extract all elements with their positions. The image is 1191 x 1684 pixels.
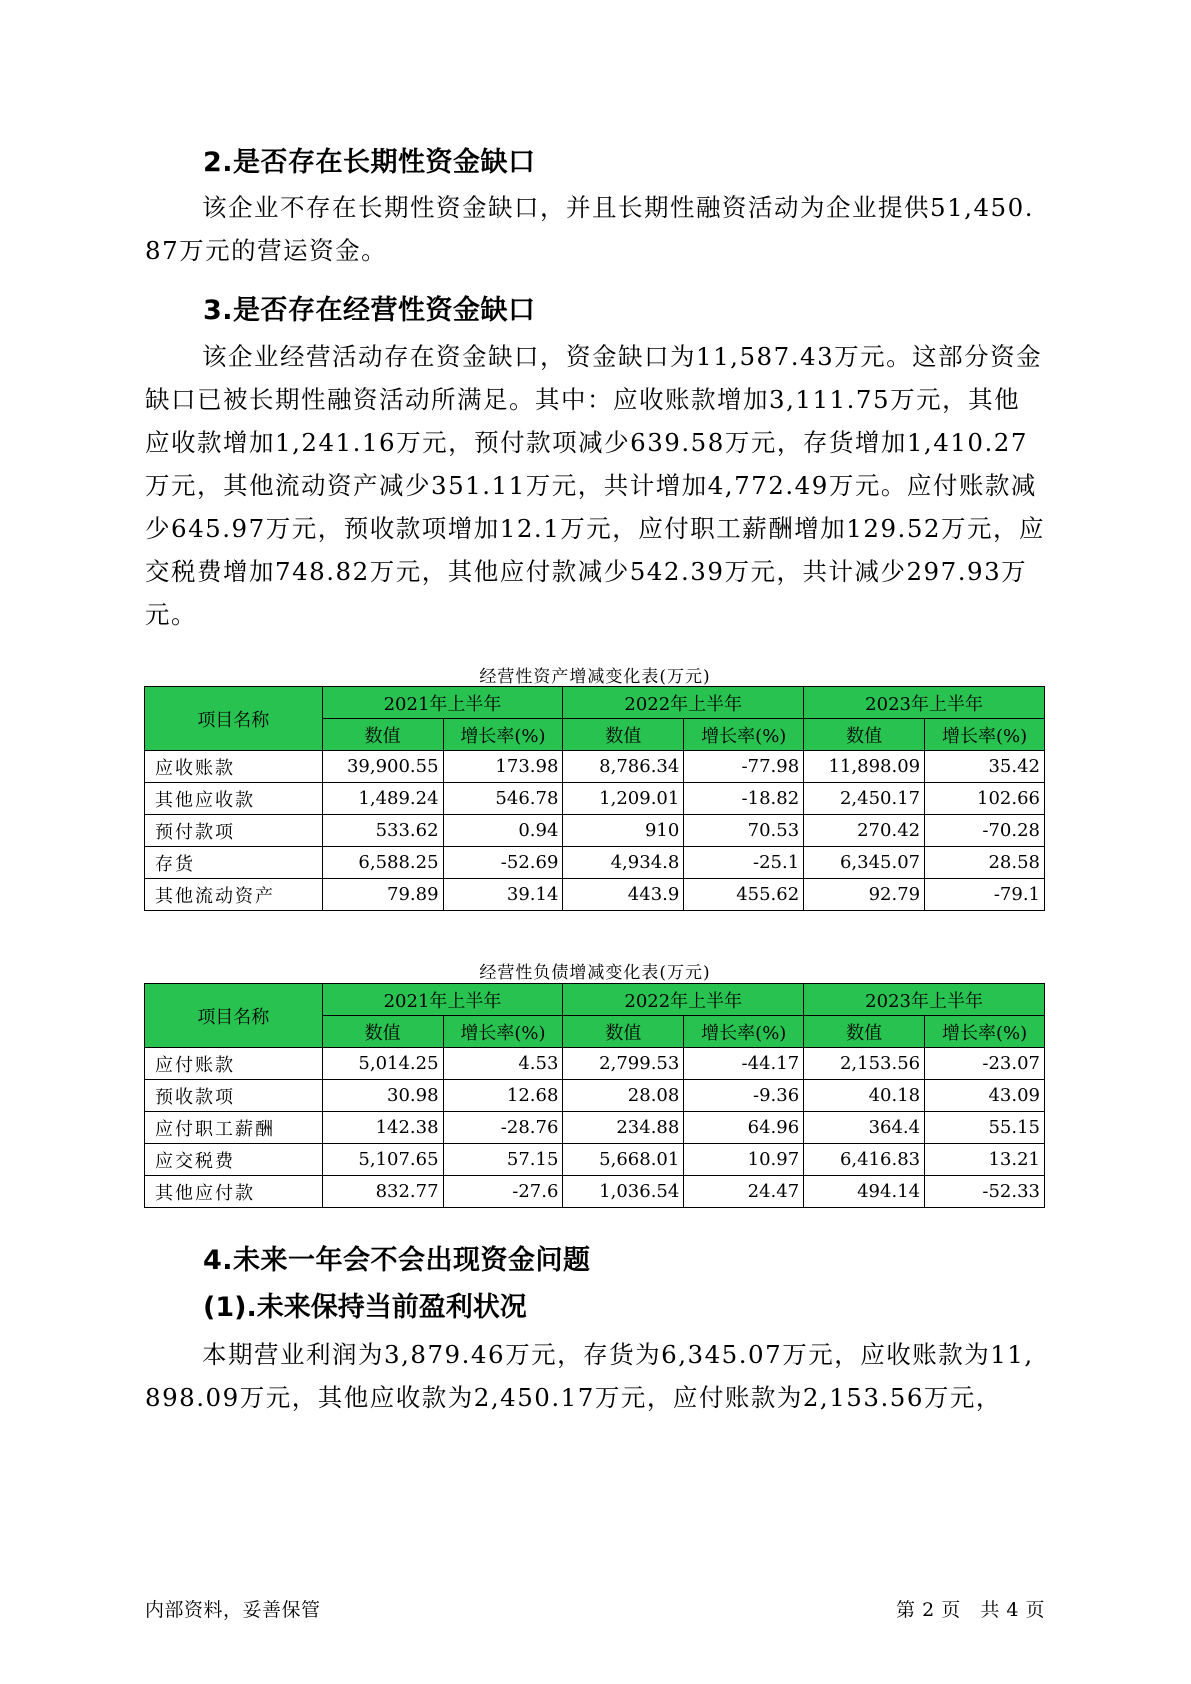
cell: 4.53 [443, 1048, 563, 1080]
cell: 6,345.07 [804, 847, 925, 879]
cell: 234.88 [563, 1112, 684, 1144]
cell: 70.53 [684, 815, 804, 847]
section4-subheading: (1).未来保持当前盈利状况 [203, 1292, 527, 1323]
row-name: 预付款项 [145, 815, 323, 847]
cell: 64.96 [684, 1112, 804, 1144]
row-name: 应收账款 [145, 751, 323, 783]
row-name: 应付职工薪酬 [145, 1112, 323, 1144]
cell: 2,153.56 [804, 1048, 925, 1080]
cell: 10.97 [684, 1144, 804, 1176]
cell: 832.77 [322, 1176, 443, 1208]
cell: -44.17 [684, 1048, 804, 1080]
header-value: 数值 [804, 1016, 925, 1048]
header-growth: 增长率(%) [684, 1016, 804, 1048]
header-value: 数值 [563, 1016, 684, 1048]
cell: 0.94 [443, 815, 563, 847]
section4-paragraph: 本期营业利润为3,879.46万元，存货为6,345.07万元，应收账款为11,898.09万元，其他应收款为2,450.17万元，应付账款为2,153.56万元， [145, 1340, 1034, 1412]
table2-caption: 经营性负债增减变化表(万元) [479, 963, 711, 983]
cell: -25.1 [684, 847, 804, 879]
cell: 910 [563, 815, 684, 847]
cell: 5,107.65 [322, 1144, 443, 1176]
cell: 92.79 [804, 879, 925, 911]
cell: 13.21 [925, 1144, 1045, 1176]
row-name: 存货 [145, 847, 323, 879]
cell: 28.58 [925, 847, 1045, 879]
footer-confidential-note: 内部资料，妥善保管 [145, 1599, 321, 1621]
row-name: 其他流动资产 [145, 879, 323, 911]
cell: -18.82 [684, 783, 804, 815]
table-row [145, 879, 1045, 911]
cell: -9.36 [684, 1080, 804, 1112]
section2-heading: 2.是否存在长期性资金缺口 [203, 147, 536, 178]
cell: 4,934.8 [563, 847, 684, 879]
table-row [145, 1112, 1045, 1144]
cell: 533.62 [322, 815, 443, 847]
assets-change-table [144, 686, 1045, 911]
header-period: 2021年上半年 [322, 984, 563, 1016]
section4-heading: 4.未来一年会不会出现资金问题 [203, 1245, 591, 1276]
cell: 11,898.09 [804, 751, 925, 783]
header-value: 数值 [322, 719, 443, 751]
header-item-name: 项目名称 [145, 984, 323, 1048]
cell: 270.42 [804, 815, 925, 847]
cell: -70.28 [925, 815, 1045, 847]
cell: 102.66 [925, 783, 1045, 815]
header-growth: 增长率(%) [443, 1016, 563, 1048]
header-growth: 增长率(%) [925, 1016, 1045, 1048]
cell: 6,416.83 [804, 1144, 925, 1176]
row-name: 其他应付款 [145, 1176, 323, 1208]
header-period: 2021年上半年 [322, 687, 563, 719]
header-value: 数值 [563, 719, 684, 751]
row-name: 其他应收款 [145, 783, 323, 815]
cell: 546.78 [443, 783, 563, 815]
cell: 57.15 [443, 1144, 563, 1176]
cell: 55.15 [925, 1112, 1045, 1144]
section2-paragraph: 该企业不存在长期性资金缺口，并且长期性融资活动为企业提供51,450.87万元的营运资金。 [145, 193, 1035, 265]
row-name: 预收款项 [145, 1080, 323, 1112]
cell: 2,799.53 [563, 1048, 684, 1080]
cell: 1,209.01 [563, 783, 684, 815]
cell: 1,489.24 [322, 783, 443, 815]
cell: -77.98 [684, 751, 804, 783]
table-row [145, 1144, 1045, 1176]
cell: 494.14 [804, 1176, 925, 1208]
table-row [145, 1048, 1045, 1080]
cell: 30.98 [322, 1080, 443, 1112]
cell: -79.1 [925, 879, 1045, 911]
cell: -27.6 [443, 1176, 563, 1208]
cell: 24.47 [684, 1176, 804, 1208]
cell: -28.76 [443, 1112, 563, 1144]
table1-caption: 经营性资产增减变化表(万元) [479, 667, 711, 687]
cell: 40.18 [804, 1080, 925, 1112]
cell: 39.14 [443, 879, 563, 911]
cell: 1,036.54 [563, 1176, 684, 1208]
cell: 455.62 [684, 879, 804, 911]
header-period: 2022年上半年 [563, 984, 804, 1016]
header-period: 2023年上半年 [804, 984, 1045, 1016]
cell: 5,014.25 [322, 1048, 443, 1080]
cell: 35.42 [925, 751, 1045, 783]
cell: 142.38 [322, 1112, 443, 1144]
cell: 173.98 [443, 751, 563, 783]
header-value: 数值 [322, 1016, 443, 1048]
footer-page-number: 第 2 页 共 4 页 [896, 1599, 1045, 1621]
cell: -52.69 [443, 847, 563, 879]
header-period: 2022年上半年 [563, 687, 804, 719]
header-value: 数值 [804, 719, 925, 751]
header-item-name: 项目名称 [145, 687, 323, 751]
table-row [145, 783, 1045, 815]
header-period: 2023年上半年 [804, 687, 1045, 719]
cell: 5,668.01 [563, 1144, 684, 1176]
cell: 6,588.25 [322, 847, 443, 879]
cell: 2,450.17 [804, 783, 925, 815]
row-name: 应交税费 [145, 1144, 323, 1176]
table-row [145, 847, 1045, 879]
header-growth: 增长率(%) [925, 719, 1045, 751]
cell: 43.09 [925, 1080, 1045, 1112]
cell: -23.07 [925, 1048, 1045, 1080]
table-row [145, 815, 1045, 847]
cell: 364.4 [804, 1112, 925, 1144]
section3-heading: 3.是否存在经营性资金缺口 [203, 295, 536, 326]
cell: 28.08 [563, 1080, 684, 1112]
table-row [145, 751, 1045, 783]
table-row [145, 1080, 1045, 1112]
liabilities-change-table [144, 983, 1045, 1208]
cell: -52.33 [925, 1176, 1045, 1208]
cell: 79.89 [322, 879, 443, 911]
header-growth: 增长率(%) [443, 719, 563, 751]
row-name: 应付账款 [145, 1048, 323, 1080]
cell: 39,900.55 [322, 751, 443, 783]
header-growth: 增长率(%) [684, 719, 804, 751]
section3-paragraph: 该企业经营活动存在资金缺口，资金缺口为11,587.43万元。这部分资金缺口已被长期性融资活动所满足。其中：应收账款增加3,111.75万元，其他应收款增加1,241.16万元，预付款项减少639.58万元，存货增加1,410.27万元，其他流动资产减少351.11万元，共计增加4,772.49万元。应付账款减少645.97万元，预收款项增加12.1万元，应付职工薪酬增加129.52万元，应交税费增加748.82万元，其他应付款减少542.39万元，共计减少297.93万元。 [145, 342, 1046, 629]
cell: 12.68 [443, 1080, 563, 1112]
cell: 443.9 [563, 879, 684, 911]
cell: 8,786.34 [563, 751, 684, 783]
table-row [145, 1176, 1045, 1208]
